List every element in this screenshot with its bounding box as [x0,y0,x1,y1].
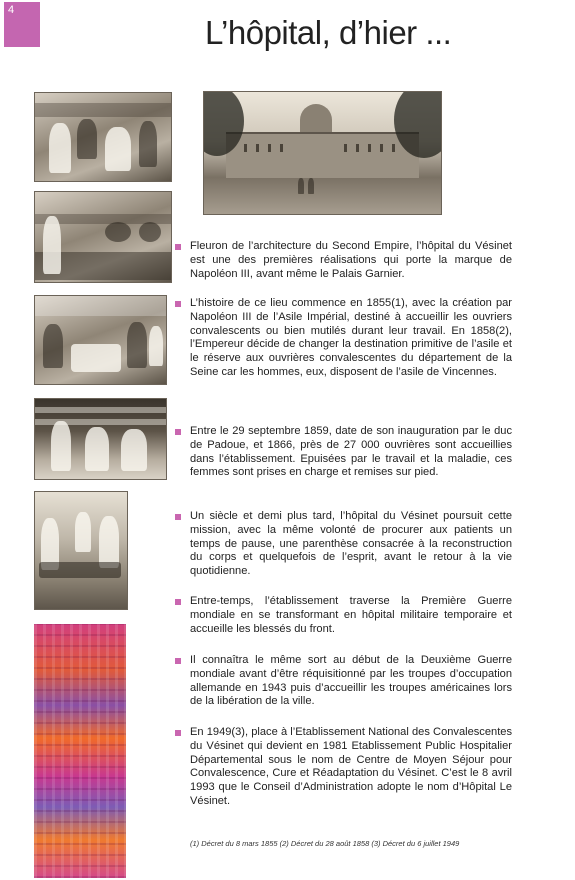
photo-hospital-building [203,91,442,215]
photo-kitchen [34,191,172,283]
paragraph-block-6 [190,654,512,709]
bullet-marker [175,301,181,307]
paragraph-block-3 [190,425,512,480]
paragraph-block-2 [190,297,512,380]
bullet-marker [175,730,181,736]
paragraph-text: Il connaîtra le même sort au début de la Deuxième Guerre mondiale avant d’être réquisitionné par les troupes d’occupation allemande en 1943 puis d’accueillir les troupes américaines lors de la libération de la ville. [190,654,512,708]
paragraph-block-4 [190,510,512,579]
bullet-marker [175,658,181,664]
paragraph-text: L’histoire de ce lieu commence en 1855(1), avec la création par Napoléon III de l’Asile Impérial, destiné à accueillir les ouvriers convalescents ou bien mutilés durant leur travail. En 1858(2), l’Empereur décide de changer la destination primitive de l’asile et le réserve aux ouvrières convalescentes du département de la Seine car les hommes, eux, disposent de l’asile de Vincennes. [190,297,512,378]
bullet-marker [175,244,181,250]
photo-pharmacy [34,398,167,480]
paragraph-text: Un siècle et demi plus tard, l’hôpital du Vésinet poursuit cette mission, avec la même volonté de procurer aux patients un temps de pause, une parenthèse consacrée à la reconstruction du corps et quelquefois de l’esprit, avant le retour à la vie quotidienne. [190,510,512,578]
page-number: 4 [8,4,15,16]
photo-workroom [34,295,167,385]
paragraph-block-7 [190,726,512,809]
paragraph-block-5 [190,595,512,636]
page-title: L’hôpital, d’hier ... [205,14,452,51]
bullet-marker [175,429,181,435]
paragraph-text: En 1949(3), place à l’Etablissement National des Convalescentes du Vésinet qui devient en 1981 Etablissement Public Hospitalier Départemental sous le nom de Centre de Moyen Séjour pour Convalescence, Cure et Réadaptation du Vésinet. C’est le 8 avril 1993 que le Conseil d’Administration adopte le nom d’Hôpital Le Vésinet. [190,726,512,807]
paragraph-text: Entre le 29 septembre 1859, date de son inauguration par le duc de Padoue, et 1866, près de 27 000 ouvrières sont accueillies dans l’établissement. Epuisées par le travail et la maladie, ces femmes sont prises en charge et remises sur pied. [190,425,512,479]
bullet-marker [175,599,181,605]
photo-surgery [34,491,128,610]
decorative-mosaic-image [34,624,126,878]
paragraph-text: Fleuron de l’architecture du Second Empire, l’hôpital du Vésinet est une des premières réalisations qui porte la marque de Napoléon III, avant même le Palais Garnier. [190,240,512,280]
paragraph-block-1 [190,240,512,281]
page-number-badge [4,2,40,47]
footnote-decrees: (1) Décret du 8 mars 1855 (2) Décret du 28 août 1858 (3) Décret du 6 juillet 1949 [190,839,460,848]
photo-ward-nurses [34,92,172,182]
bullet-marker [175,514,181,520]
paragraph-text: Entre-temps, l’établissement traverse la Première Guerre mondiale en se transformant en hôpital militaire temporaire et accueille les blessés du front. [190,595,512,635]
